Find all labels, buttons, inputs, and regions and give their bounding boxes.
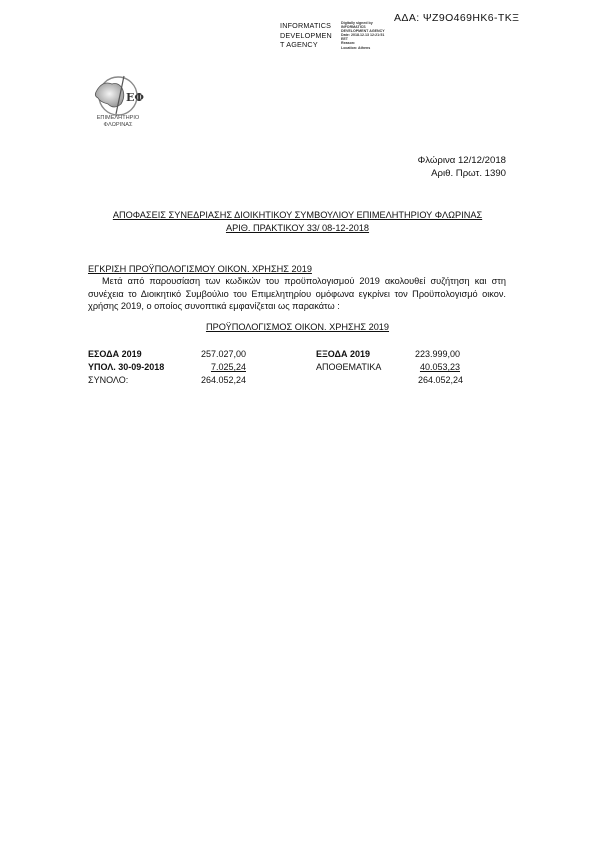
budget-right-value: 40.053,23 (419, 362, 460, 372)
budget-left-value: 7.025,24 (210, 362, 246, 372)
budget-left-value: 264.052,24 (200, 375, 246, 385)
stamp-line: INFORMATICS (280, 21, 332, 30)
logo-caption-line: ΦΛΩΡΙΝΑΣ (103, 122, 133, 129)
stamp-line: DEVELOPMEN (280, 30, 332, 40)
stamp-line: T AGENCY (280, 40, 318, 49)
budget-left-label: ΣΥΝΟΛΟ: (88, 375, 129, 385)
logo-mark: ΕΦ (126, 91, 144, 104)
stamp-detail-line: Reason: (341, 41, 356, 46)
budget-right-total: 264.052,24 (417, 375, 463, 385)
budget-right-label: ΑΠΟΘΕΜΑΤΙΚΑ (316, 362, 382, 372)
document-date: Φλώρινα 12/12/2018 (417, 155, 506, 166)
protocol-number: Αριθ. Πρωτ. 1390 (431, 168, 506, 179)
stamp-detail-line: INFORMATICS (341, 25, 366, 30)
decision-subject: ΕΓΚΡΙΣΗ ΠΡΟΫΠΟΛΟΓΙΣΜΟΥ ΟΙΚΟΝ. ΧΡΗΣΗΣ 2019 (88, 264, 312, 274)
budget-left-value: 257.027,00 (200, 349, 246, 359)
stamp-detail-line: DEVELOPMENT AGENCY (341, 29, 385, 34)
ada-code: ΑΔΑ: ΨΖ9Ο469ΗΚ6-ΤΚΞ (394, 12, 520, 24)
budget-right-value: 223.999,00 (414, 349, 460, 359)
signature-stamp-label (280, 21, 332, 50)
budget-left-label: ΥΠΟΛ. 30-09-2018 (88, 362, 165, 372)
budget-title: ΠΡΟΫΠΟΛΟΓΙΣΜΟΣ ΟΙΚΟΝ. ΧΡΗΣΗΣ 2019 (205, 322, 390, 332)
signature-stamp-details (341, 21, 385, 50)
logo-caption-line: ΕΠΙΜΕΛΗΤΗΡΙΟ (96, 115, 140, 121)
stamp-detail-line: Location: Athens (341, 45, 371, 50)
stamp-detail-line: Date: 2018.12.13 12:21:51 (341, 33, 385, 38)
budget-left-label: ΕΣΟΔΑ 2019 (88, 349, 142, 359)
logo-caption (84, 115, 152, 130)
stamp-detail-line: EET (341, 37, 348, 42)
document-title: ΑΠΟΦΑΣΕΙΣ ΣΥΝΕΔΡΙΑΣΗΣ ΔΙΟΙΚΗΤΙΚΟΥ ΣΥΜΒΟΥΛΙΟΥ ΕΠΙΜΕΛΗΤΗΡΙΟΥ ΦΛΩΡΙΝΑΣ (112, 210, 483, 220)
decision-body: Μετά από παρουσίαση των κωδικών του προϋπολογισμού 2019 ακολουθεί συζήτηση και στη συνέχεια το Διοικητικό Συμβούλιο του Επιμελητηρίου ομόφωνα εγκρίνει τον Προϋπολογισμό οικον. χρήσης 2019, ο οποίος συνοπτικά εμφανίζεται ως παρακάτω : (88, 276, 506, 311)
minutes-number: ΑΡΙΘ. ΠΡΑΚΤΙΚΟΥ 33/ 08-12-2018 (225, 223, 370, 233)
stamp-detail-line: Digitally signed by (341, 21, 373, 25)
budget-right-label: ΕΞΟΔΑ 2019 (316, 349, 371, 359)
